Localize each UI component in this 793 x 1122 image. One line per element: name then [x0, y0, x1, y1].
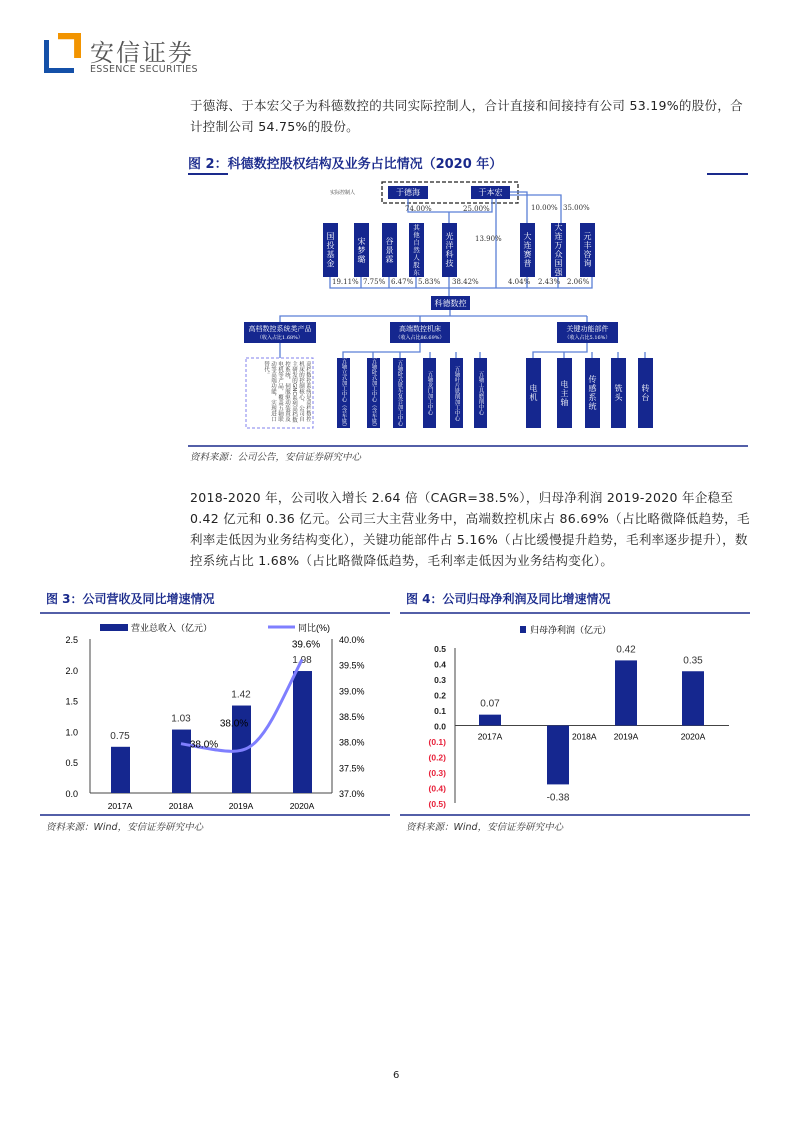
- part-box: 电机: [526, 358, 541, 428]
- pct-label: 25.00%: [463, 205, 490, 213]
- bar-data-label: 1.42: [231, 689, 251, 701]
- x-tick-label: 2020A: [680, 731, 706, 742]
- part-box: 电主轴: [557, 358, 572, 428]
- bar-data-label: 0.75: [110, 730, 130, 742]
- y2-tick-label: 38.5%: [339, 712, 365, 722]
- part-box: 转台: [638, 358, 653, 428]
- machine-box: 五轴工具磨削中心: [474, 358, 487, 428]
- shareholder-box: 宋梦璐: [354, 223, 369, 277]
- controller-box: 于德海: [388, 186, 428, 199]
- pct-label: 13.90%: [475, 235, 502, 243]
- y-tick-label: (0.2): [428, 752, 446, 763]
- company-box: 科德数控: [431, 296, 470, 310]
- part-box: 铣头: [611, 358, 626, 428]
- revenue-chart: [40, 610, 390, 820]
- shareholder-box: 光洋科技: [442, 223, 457, 277]
- pct-label: 10.00%: [531, 204, 558, 212]
- machine-box: 五轴卧式铣车复合加工中心: [393, 358, 406, 428]
- y-tick-label: 0.5: [434, 644, 446, 654]
- controller-box: 于本宏: [471, 186, 510, 199]
- shareholder-box: 大连赛普: [520, 223, 535, 277]
- y-tick-label: 0.2: [434, 690, 446, 701]
- shareholder-box: 其他自然人股东: [409, 223, 424, 277]
- x-tick-label: 2018A: [572, 731, 597, 742]
- y-tick-label: (0.4): [428, 783, 446, 794]
- pct-label: 7.75%: [363, 278, 386, 286]
- pct-label: 74.00%: [405, 205, 432, 213]
- fig3-title: 图 3：公司营收及同比增速情况: [46, 592, 215, 606]
- y-tick-label: 1.0: [65, 727, 78, 738]
- shareholder-box: 谷景霖: [382, 223, 397, 277]
- bar: [479, 715, 501, 726]
- y2-tick-label: 40.0%: [339, 635, 365, 645]
- bar: [682, 671, 704, 725]
- pct-label: 38.42%: [452, 278, 479, 286]
- line-data-label: 39.6%: [291, 639, 321, 651]
- fig2-title: 图 2：科德数控股权结构及业务占比情况（2020 年）: [188, 157, 503, 172]
- y-tick-label: 0.0: [65, 789, 78, 799]
- legend-swatch-bar: [520, 626, 526, 633]
- legend-label: 同比(%): [298, 623, 330, 633]
- fig4-source: 资料来源：Wind，安信证券研究中心: [406, 822, 564, 833]
- fig2-source: 资料来源：公司公告，安信证券研究中心: [190, 452, 362, 463]
- segment-box: 高端数控机床 （收入占比86.69%）: [390, 322, 450, 343]
- bar-data-label: -0.38: [546, 792, 570, 804]
- x-tick-label: 2020A: [289, 801, 315, 811]
- pct-label: 2.06%: [567, 278, 590, 286]
- bar: [172, 730, 191, 793]
- y2-tick-label: 37.0%: [339, 789, 365, 799]
- line-data-label: 38.0%: [189, 739, 219, 751]
- pct-label: 5.83%: [418, 278, 441, 286]
- bar-data-label: 0.07: [480, 698, 500, 710]
- pct-label: 35.00%: [563, 204, 590, 212]
- x-tick-label: 2018A: [168, 801, 194, 811]
- bar-data-label: 0.35: [683, 655, 703, 667]
- bar-data-label: 0.42: [616, 644, 636, 656]
- shareholder-box: 元丰咨询: [580, 223, 595, 277]
- machine-box: 五轴立式加工中心（含车铣）: [337, 358, 350, 428]
- x-tick-label: 2017A: [107, 801, 133, 811]
- pct-label: 19.11%: [332, 278, 359, 286]
- bar: [547, 726, 569, 785]
- legend-label: 营业总收入（亿元）: [131, 623, 213, 633]
- y2-tick-label: 37.5%: [339, 763, 365, 774]
- intro-paragraph: 于德海、于本宏父子为科德数控的共同实际控制人，合计直接和间接持有公司 53.19%的股份，合计控制公司 54.75%的股份。: [190, 98, 743, 134]
- y-tick-label: 2.0: [65, 665, 78, 676]
- system-description: 高档数控系统是高档数控机床的控制核心，公司自主研发的GNC系列高档数控系统、伺服驱动装置及电机等产品，覆盖五轴联动等高端功能，实现进口替代。: [263, 361, 311, 423]
- net-profit-chart: [400, 610, 760, 820]
- bar-data-label: 1.03: [171, 713, 191, 725]
- legend-label: 归母净利润（亿元）: [530, 625, 612, 635]
- y-tick-label: (0.1): [428, 737, 446, 747]
- y-tick-label: 0.5: [65, 758, 78, 769]
- segment-box: 关键功能部件 （收入占比5.16%）: [557, 322, 618, 343]
- bar: [111, 747, 130, 793]
- line-data-label: 38.0%: [219, 718, 249, 730]
- pct-label: 4.04%: [508, 278, 531, 286]
- y2-tick-label: 39.5%: [339, 660, 365, 671]
- machine-box: 五轴龙门加工中心: [423, 358, 436, 428]
- part-box: 传感系统: [585, 358, 600, 428]
- y-tick-label: 0.1: [434, 706, 446, 716]
- logo-cn: 安信证券: [90, 39, 194, 67]
- y2-tick-label: 39.0%: [339, 686, 365, 697]
- y-tick-label: 0.4: [434, 659, 446, 670]
- legend-swatch-bar: [100, 624, 128, 631]
- shareholder-box: 国投基金: [323, 223, 338, 277]
- y-tick-label: 1.5: [65, 696, 78, 707]
- y-tick-label: 2.5: [65, 635, 78, 645]
- x-tick-label: 2019A: [228, 801, 254, 811]
- segment-box: 高档数控系统类产品 （收入占比1.68%）: [244, 322, 316, 343]
- fig3-source: 资料来源：Wind，安信证券研究中心: [46, 822, 204, 833]
- pct-label: 2.43%: [538, 278, 561, 286]
- y-tick-label: (0.5): [428, 799, 446, 809]
- bar: [293, 671, 312, 793]
- bar-data-label: 1.98: [292, 655, 312, 667]
- y-tick-label: 0.0: [434, 721, 446, 732]
- shareholder-box: 大连万众国强: [551, 223, 566, 277]
- fig4-title: 图 4：公司归母净利润及同比增速情况: [406, 592, 611, 606]
- machine-box: 五轴卧式加工中心（含车铣）: [367, 358, 380, 428]
- y2-tick-label: 38.0%: [339, 737, 365, 748]
- x-tick-label: 2019A: [613, 731, 639, 742]
- x-tick-label: 2017A: [477, 731, 503, 742]
- page-number: 6: [393, 1070, 400, 1081]
- machine-box: 五轴叶片铣削加工中心: [450, 358, 463, 428]
- y-tick-label: 0.3: [434, 675, 446, 685]
- analysis-paragraph: 2018-2020 年，公司收入增长 2.64 倍（CAGR=38.5%），归母净利润 2019-2020 年企稳至 0.42 亿元和 0.36 亿元。公司三大主营业务中，高端数控机床占 86.69%（占比略微降低趋势，毛利率走低因为业务结构变化），关键功能部件占 5.16%（占比缓慢提升趋势，毛利率逐步提升），数控系统占比 1.68%（占比略微降低趋势，毛利率走低因为业务结构变化）。: [190, 490, 750, 568]
- controller-label: 实际控制人: [330, 190, 356, 196]
- pct-label: 6.47%: [391, 278, 414, 286]
- logo-en: ESSENCE SECURITIES: [90, 64, 198, 75]
- y-tick-label: (0.3): [428, 768, 446, 778]
- bar: [615, 660, 637, 725]
